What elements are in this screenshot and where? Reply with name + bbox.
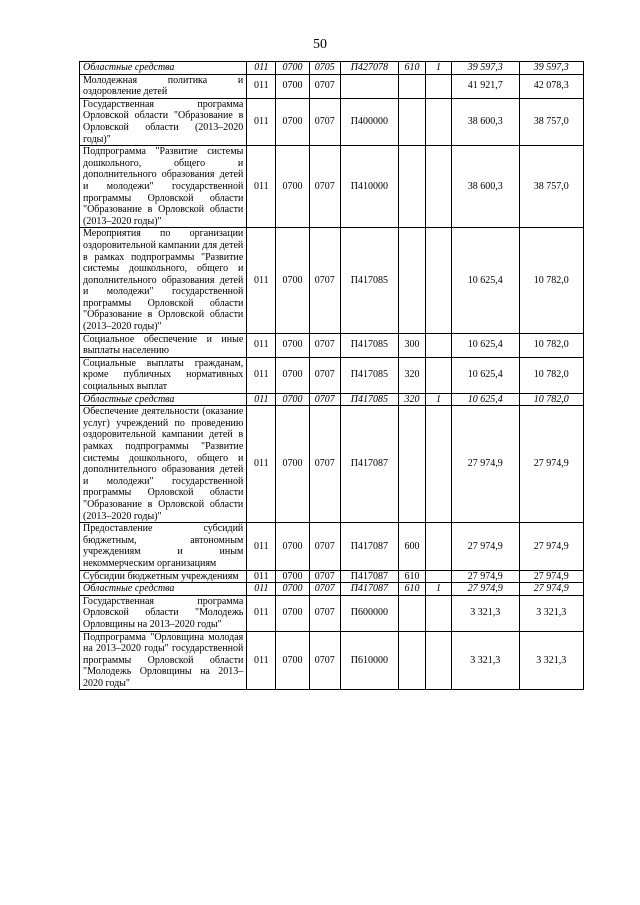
amount-year2-cell: 27 974,9 [519, 583, 583, 596]
amount-year2-cell: 10 782,0 [519, 333, 583, 357]
funding-source-cell: 1 [426, 62, 452, 75]
target-article-cell: П417085 [340, 357, 398, 393]
target-article-cell: П417087 [340, 523, 398, 570]
subsection-code-cell: 0707 [309, 74, 340, 98]
ministry-code-cell: 011 [247, 146, 276, 228]
row-name-cell: Обеспечение деятельности (оказание услуг) учреждений по проведению оздоровительной кампании детей в рамках подпрограммы "Развитие системы дошкольного, общего и дополнительного образования детей и молодежи" государственной программы Орловской области "Образование в Орловской области (2013–2020 годы)" [80, 406, 247, 523]
amount-year1-cell: 27 974,9 [451, 583, 519, 596]
table-row [80, 583, 584, 596]
funding-source-cell [426, 570, 452, 583]
section-code-cell: 0700 [276, 98, 309, 145]
ministry-code-cell: 011 [247, 62, 276, 75]
target-article-cell: П417087 [340, 406, 398, 523]
row-name-cell: Областные средства [80, 393, 247, 406]
page-number: 50 [313, 37, 327, 52]
amount-year1-cell: 10 625,4 [451, 393, 519, 406]
target-article-cell: П400000 [340, 98, 398, 145]
row-name-cell: Социальное обеспечение и иные выплаты населению [80, 333, 247, 357]
ministry-code-cell: 011 [247, 228, 276, 333]
expense-type-cell: 610 [399, 570, 426, 583]
table-row [80, 523, 584, 570]
row-name-cell: Подпрограмма "Орловщина молодая на 2013–2020 годы" государственной программы Орловской области "Молодежь Орловщины на 2013–2020 годы" [80, 631, 247, 690]
ministry-code-cell: 011 [247, 357, 276, 393]
funding-source-cell [426, 228, 452, 333]
section-code-cell: 0700 [276, 393, 309, 406]
expense-type-cell: 610 [399, 62, 426, 75]
expense-type-cell: 320 [399, 357, 426, 393]
target-article-cell: П417087 [340, 570, 398, 583]
section-code-cell: 0700 [276, 333, 309, 357]
amount-year2-cell: 10 782,0 [519, 393, 583, 406]
ministry-code-cell: 011 [247, 570, 276, 583]
target-article-cell: П417085 [340, 228, 398, 333]
section-code-cell: 0700 [276, 595, 309, 631]
ministry-code-cell: 011 [247, 595, 276, 631]
funding-source-cell [426, 146, 452, 228]
amount-year2-cell: 38 757,0 [519, 146, 583, 228]
ministry-code-cell: 011 [247, 74, 276, 98]
table-row [80, 74, 584, 98]
table-row [80, 228, 584, 333]
table-row [80, 146, 584, 228]
subsection-code-cell: 0707 [309, 583, 340, 596]
section-code-cell: 0700 [276, 583, 309, 596]
table-row [80, 333, 584, 357]
expense-type-cell [399, 631, 426, 690]
table-row [80, 631, 584, 690]
amount-year1-cell: 27 974,9 [451, 406, 519, 523]
section-code-cell: 0700 [276, 570, 309, 583]
amount-year2-cell: 42 078,3 [519, 74, 583, 98]
table-row [80, 393, 584, 406]
amount-year1-cell: 38 600,3 [451, 146, 519, 228]
subsection-code-cell: 0707 [309, 333, 340, 357]
subsection-code-cell: 0707 [309, 228, 340, 333]
section-code-cell: 0700 [276, 228, 309, 333]
table-row [80, 98, 584, 145]
section-code-cell: 0700 [276, 74, 309, 98]
target-article-cell: П410000 [340, 146, 398, 228]
row-name-cell: Областные средства [80, 62, 247, 75]
funding-source-cell [426, 74, 452, 98]
subsection-code-cell: 0707 [309, 406, 340, 523]
amount-year1-cell: 3 321,3 [451, 595, 519, 631]
funding-source-cell: 1 [426, 393, 452, 406]
section-code-cell: 0700 [276, 146, 309, 228]
row-name-cell: Подпрограмма "Развитие системы дошкольного, общего и дополнительного образования детей и молодежи" государственной программы Орловской области "Образование в Орловской области (2013–2020 годы)" [80, 146, 247, 228]
subsection-code-cell: 0707 [309, 98, 340, 145]
subsection-code-cell: 0707 [309, 523, 340, 570]
expense-type-cell [399, 146, 426, 228]
ministry-code-cell: 011 [247, 631, 276, 690]
funding-source-cell [426, 357, 452, 393]
subsection-code-cell: 0707 [309, 393, 340, 406]
budget-table [79, 61, 584, 690]
table-row [80, 62, 584, 75]
expense-type-cell: 300 [399, 333, 426, 357]
target-article-cell: П417087 [340, 583, 398, 596]
subsection-code-cell: 0707 [309, 570, 340, 583]
amount-year2-cell: 3 321,3 [519, 595, 583, 631]
ministry-code-cell: 011 [247, 406, 276, 523]
amount-year2-cell: 38 757,0 [519, 98, 583, 145]
amount-year1-cell: 10 625,4 [451, 357, 519, 393]
subsection-code-cell: 0705 [309, 62, 340, 75]
amount-year1-cell: 3 321,3 [451, 631, 519, 690]
target-article-cell: П600000 [340, 595, 398, 631]
funding-source-cell [426, 523, 452, 570]
row-name-cell: Социальные выплаты гражданам, кроме публичных нормативных социальных выплат [80, 357, 247, 393]
amount-year2-cell: 27 974,9 [519, 523, 583, 570]
amount-year2-cell: 10 782,0 [519, 357, 583, 393]
budget-table-body [80, 62, 584, 690]
expense-type-cell [399, 98, 426, 145]
amount-year2-cell: 3 321,3 [519, 631, 583, 690]
section-code-cell: 0700 [276, 62, 309, 75]
expense-type-cell: 320 [399, 393, 426, 406]
amount-year1-cell: 10 625,4 [451, 228, 519, 333]
subsection-code-cell: 0707 [309, 357, 340, 393]
expense-type-cell [399, 595, 426, 631]
target-article-cell: П417085 [340, 333, 398, 357]
expense-type-cell [399, 228, 426, 333]
expense-type-cell: 600 [399, 523, 426, 570]
target-article-cell: П427078 [340, 62, 398, 75]
row-name-cell: Субсидии бюджетным учреждениям [80, 570, 247, 583]
funding-source-cell: 1 [426, 583, 452, 596]
funding-source-cell [426, 595, 452, 631]
section-code-cell: 0700 [276, 406, 309, 523]
target-article-cell [340, 74, 398, 98]
amount-year1-cell: 27 974,9 [451, 570, 519, 583]
subsection-code-cell: 0707 [309, 595, 340, 631]
target-article-cell: П417085 [340, 393, 398, 406]
amount-year2-cell: 39 597,3 [519, 62, 583, 75]
funding-source-cell [426, 406, 452, 523]
amount-year2-cell: 10 782,0 [519, 228, 583, 333]
section-code-cell: 0700 [276, 631, 309, 690]
expense-type-cell [399, 406, 426, 523]
funding-source-cell [426, 98, 452, 145]
amount-year1-cell: 10 625,4 [451, 333, 519, 357]
amount-year2-cell: 27 974,9 [519, 570, 583, 583]
table-row [80, 595, 584, 631]
table-row [80, 357, 584, 393]
amount-year1-cell: 39 597,3 [451, 62, 519, 75]
row-name-cell: Предоставление субсидий бюджетным, автономным учреждениям и иным некоммерческим организациям [80, 523, 247, 570]
funding-source-cell [426, 333, 452, 357]
table-row [80, 406, 584, 523]
section-code-cell: 0700 [276, 357, 309, 393]
row-name-cell: Молодежная политика и оздоровление детей [80, 74, 247, 98]
row-name-cell: Государственная программа Орловской области "Молодежь Орловщины на 2013–2020 годы" [80, 595, 247, 631]
row-name-cell: Областные средства [80, 583, 247, 596]
ministry-code-cell: 011 [247, 333, 276, 357]
row-name-cell: Государственная программа Орловской области "Образование в Орловской области (2013–2020 годы)" [80, 98, 247, 145]
amount-year1-cell: 27 974,9 [451, 523, 519, 570]
ministry-code-cell: 011 [247, 393, 276, 406]
funding-source-cell [426, 631, 452, 690]
table-row [80, 570, 584, 583]
amount-year1-cell: 38 600,3 [451, 98, 519, 145]
row-name-cell: Мероприятия по организации оздоровительной кампании для детей в рамках подпрограммы "Развитие системы дошкольного, общего и дополнительного образования детей и молодежи" государственной программы Орловской области "Образование в Орловской области (2013–2020 годы)" [80, 228, 247, 333]
subsection-code-cell: 0707 [309, 146, 340, 228]
expense-type-cell: 610 [399, 583, 426, 596]
expense-type-cell [399, 74, 426, 98]
target-article-cell: П610000 [340, 631, 398, 690]
ministry-code-cell: 011 [247, 523, 276, 570]
section-code-cell: 0700 [276, 523, 309, 570]
ministry-code-cell: 011 [247, 583, 276, 596]
subsection-code-cell: 0707 [309, 631, 340, 690]
amount-year1-cell: 41 921,7 [451, 74, 519, 98]
amount-year2-cell: 27 974,9 [519, 406, 583, 523]
ministry-code-cell: 011 [247, 98, 276, 145]
